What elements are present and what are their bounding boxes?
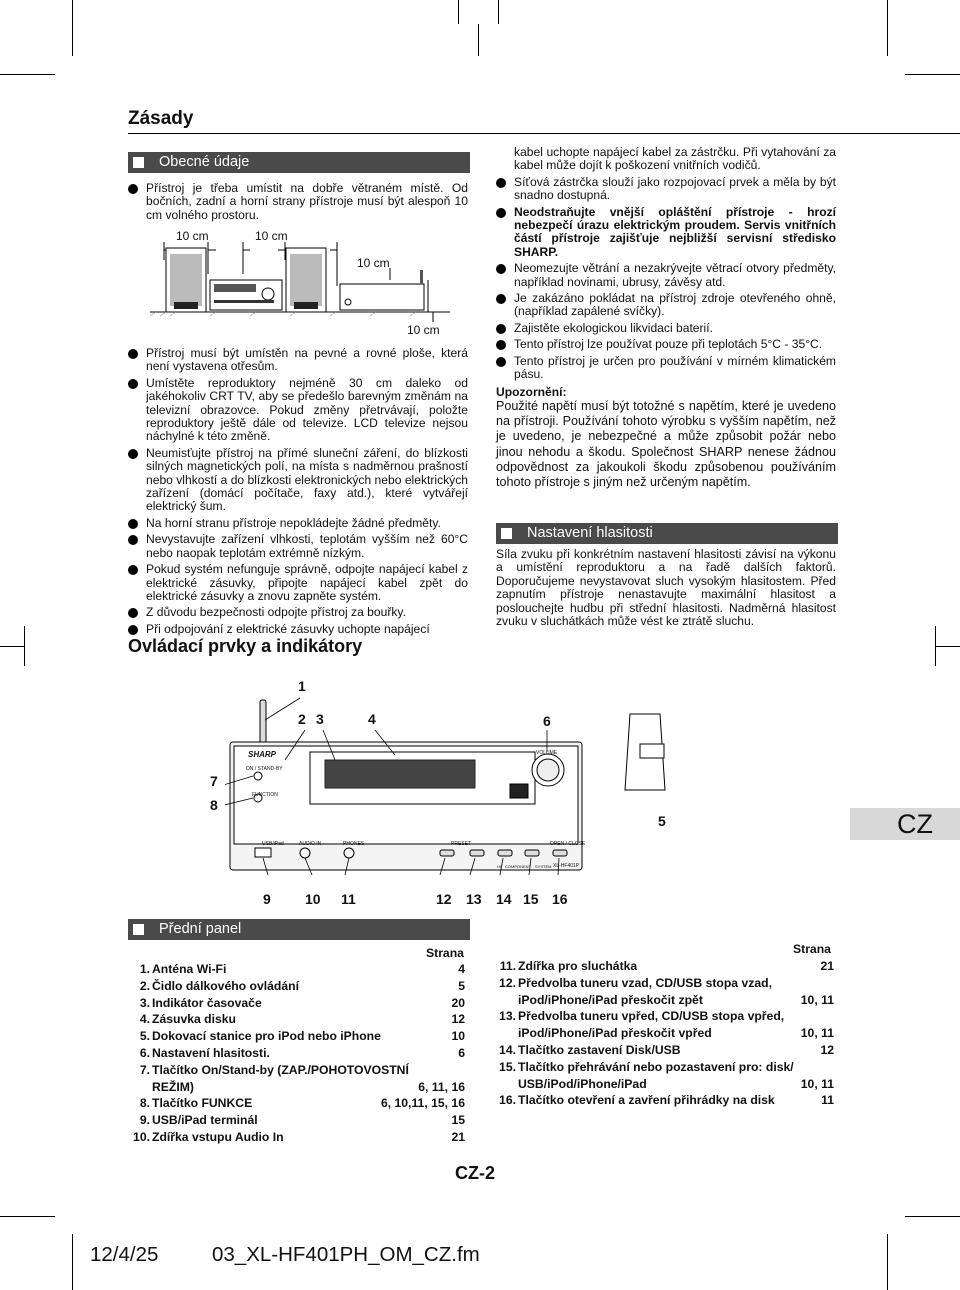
label-preset: PRESET — [451, 841, 472, 847]
list-item — [496, 975, 834, 992]
page-number: CZ-2 — [455, 1163, 495, 1183]
label-function: FUNCTION — [252, 792, 278, 798]
general-bullets-a — [128, 182, 468, 225]
callout-9: 9 — [263, 891, 271, 907]
item-label: USB/iPad terminál — [152, 1113, 258, 1128]
list-item — [130, 1062, 465, 1079]
label-volume: VOLUME — [536, 750, 558, 756]
warning-title: Upozornění: — [496, 384, 567, 399]
title-rule — [128, 133, 960, 134]
item-page: 21 — [820, 959, 834, 973]
item-page: 10, 11 — [800, 1076, 834, 1091]
list-item — [496, 958, 834, 975]
label-system: SYSTEM — [535, 864, 552, 869]
callout-6: 6 — [543, 713, 551, 729]
item-label: REŽIM) — [152, 1079, 194, 1094]
list-item — [130, 1079, 465, 1096]
label-usb: USB/iPad — [262, 841, 284, 847]
callout-7: 7 — [210, 773, 218, 789]
crop-mark — [478, 24, 479, 56]
item-label: Anténa Wi-Fi — [152, 962, 227, 976]
callout-10: 10 — [305, 891, 321, 907]
item-label: Tlačítko On/Stand-by (ZAP./POHOTOVOSTNÍ — [152, 1062, 409, 1077]
footer-filename: 03_XL-HF401PH_OM_CZ.fm — [212, 1243, 480, 1266]
list-item — [130, 1129, 465, 1146]
bullet-item: Zajistěte ekologickou likvidaci baterií. — [496, 322, 836, 335]
item-label: Zdířka pro sluchátka — [518, 959, 638, 973]
list-item — [130, 1112, 465, 1129]
callout-4: 4 — [368, 711, 376, 727]
crop-mark — [905, 1216, 960, 1217]
clearance-label: 10 cm — [176, 229, 209, 243]
item-page: 20 — [451, 995, 465, 1010]
bullet-item: Nevystavujte zařízení vlhkosti, teplotám vyšším než 60°C nebo naopak teplotám extrémně nízkým. — [128, 533, 468, 560]
crop-mark — [905, 74, 960, 75]
crop-mark — [0, 1216, 55, 1217]
page-title: Zásady — [128, 108, 194, 129]
callout-13: 13 — [466, 891, 482, 907]
bullet-item: Pokud systém nefunguje správně, odpojte napájecí kabel z elektrické zásuvky, připojte napájecí kabel zpět do elektrické zásuvky a znovu zapněte systém. — [128, 563, 468, 603]
continued-text: kabel uchopte napájecí kabel za zástrčku. Při vytahování za kabel může dojít k poškození vnitřních vodičů. — [514, 145, 836, 173]
label-component: COMPONENT — [505, 864, 531, 869]
bullet-item: Síťová zástrčka slouží jako rozpojovací prvek a měla by být snadno dostupná. — [496, 176, 836, 203]
list-item — [496, 1076, 834, 1093]
callout-16: 16 — [552, 891, 568, 907]
item-number: 7. — [139, 1062, 150, 1077]
item-label: Nastavení hlasitosti. — [152, 1045, 270, 1060]
warning-text: Použité napětí musí být totožné s napětím, které je uvedeno na přístroji. Používání tohoto výrobku s vyšším napětím, než je uvedeno, je nebezpečné a může způsobit požár nebo jinou nehodu a škodu. Společnost SHARP nenese žádnou odpovědnost za jakoukoli škodu způsobenou používáním tohoto přístroje s jiným než určeným napětím. — [496, 398, 836, 489]
label-open-close: OPEN / CLOSE — [550, 841, 586, 847]
item-label: Indikátor časovače — [152, 995, 262, 1010]
crop-mark — [887, 1234, 888, 1290]
square-bullet-icon — [501, 528, 512, 539]
bullet-item: Tento přístroj je určen pro používání v mírném klimatickém pásu. — [496, 355, 836, 382]
front-panel-diagram — [225, 690, 675, 890]
section-heading-volume: Nastavení hlasitosti — [496, 523, 838, 544]
language-tab: CZ — [850, 808, 960, 840]
label-on-standby: ON / STAND-BY — [246, 766, 283, 772]
crop-mark — [936, 646, 960, 647]
list-item — [496, 1025, 834, 1042]
square-bullet-icon — [133, 157, 144, 168]
list-item — [496, 1092, 834, 1109]
list-item — [130, 1095, 465, 1112]
bullet-item: Při odpojování z elektrické zásuvky uchopte napájecí — [128, 623, 468, 636]
strana-label-left: Strana — [426, 946, 464, 960]
volume-text: Síla zvuku při konkrétním nastavení hlasitosti závisí na výkonu a umístění reproduktoru a na řadě dalších faktorů. Doporučujeme nevystavovat sluch vysokým hlasitostem. Před zapnutím přístroje nenastavujte maximální hlasitost a poslouchejte hudbu při střední hlasitosti. Nadměrná hlasitost zvuku v sluchátkách může vést ke ztrátě sluchu. — [496, 547, 836, 629]
bullet-item: Tento přístroj lze používat pouze při teplotách 5°C - 35°C. — [496, 338, 836, 351]
item-page: 6, 11, 16 — [418, 1079, 465, 1094]
list-item — [496, 1008, 834, 1025]
front-panel-list-left — [130, 961, 465, 1146]
item-label: iPod/iPhone/iPad přeskočit zpět — [518, 992, 703, 1007]
section-heading-front-panel: Přední panel — [128, 919, 470, 940]
item-page: 12 — [820, 1042, 834, 1057]
bullet-item: Neomezujte větrání a nezakrývejte větrací otvory předměty, například novinami, ubrusy, závěsy atd. — [496, 262, 836, 289]
strana-label-right: Strana — [793, 942, 831, 956]
callout-8: 8 — [210, 797, 218, 813]
square-bullet-icon — [133, 924, 144, 935]
crop-mark — [0, 646, 24, 647]
bullet-item: Přístroj je třeba umístit na dobře větraném místě. Od bočních, zadní a horní strany přístroje musí být alespoň 10 cm volného prostoru. — [128, 182, 468, 222]
callout-14: 14 — [496, 891, 512, 907]
crop-mark — [887, 0, 888, 56]
item-number: 16. — [499, 1093, 516, 1108]
clearance-diagram — [150, 240, 470, 330]
item-number: 1. — [139, 962, 150, 976]
crop-mark — [458, 0, 459, 24]
item-page: 4 — [458, 962, 465, 976]
callout-15: 15 — [523, 891, 539, 907]
crop-mark — [24, 626, 25, 666]
item-number: 3. — [139, 995, 150, 1010]
label-model: XL-HF401P — [553, 863, 580, 869]
bullet-item: Na horní stranu přístroje nepokládejte žádné předměty. — [128, 517, 468, 530]
list-item — [130, 1011, 465, 1028]
item-number: 4. — [139, 1012, 150, 1027]
item-number: 15. — [499, 1059, 516, 1074]
item-number: 13. — [499, 1009, 516, 1024]
bullet-item-warning: Neodstraňujte vnější opláštění přístroje - hrozí nebezpečí úrazu elektrickým proudem. Servis vnitřních částí přístroje zajišťuje nejbližší servisní středisko SHARP. — [496, 206, 836, 260]
item-page: 10, 11 — [800, 992, 834, 1007]
item-page: 15 — [451, 1113, 465, 1128]
list-item — [130, 1045, 465, 1062]
crop-mark — [72, 1234, 73, 1290]
item-page: 6, 10,11, 15, 16 — [380, 1096, 465, 1111]
label-phones: PHONES — [343, 841, 365, 847]
item-label: Zásuvka disku — [152, 1012, 236, 1027]
bullet-item: Z důvodu bezpečnosti odpojte přístroj za bouřky. — [128, 606, 468, 619]
crop-mark — [0, 74, 55, 75]
label-audio-in: AUDIO IN — [299, 841, 322, 847]
list-item — [130, 1028, 465, 1045]
item-number: 8. — [139, 1096, 150, 1111]
brand-logo: SHARP — [248, 750, 277, 759]
general-right-column — [496, 146, 836, 490]
bullet-item: Neumisťujte přístroj na přímé sluneční záření, do blízkosti silných magnetických polí, na místa s nadměrnou prašností nebo vlhkostí a do blízkosti elektronických nebo elektrických zařízení (domácí počítače, faxy atd.), které vytvářejí elektrický šum. — [128, 447, 468, 514]
item-number: 14. — [499, 1042, 516, 1057]
callout-3: 3 — [316, 711, 324, 727]
footer-date: 12/4/25 — [90, 1243, 159, 1266]
section-heading-general: Obecné údaje — [128, 152, 470, 173]
callout-11: 11 — [341, 891, 356, 907]
item-number: 5. — [139, 1029, 150, 1044]
list-item — [130, 978, 465, 995]
list-item — [496, 992, 834, 1009]
item-label: Tlačítko přehrávání nebo pozastavení pro: disk/ — [518, 1059, 794, 1074]
list-item — [130, 961, 465, 978]
general-bullets-b — [128, 347, 468, 639]
item-number: 11. — [499, 959, 516, 973]
item-label: iPod/iPhone/iPad přeskočit vpřed — [518, 1026, 712, 1041]
callout-5: 5 — [658, 813, 666, 829]
item-label: Čidlo dálkového ovládání — [152, 978, 299, 993]
item-number: 2. — [139, 978, 150, 993]
item-number: 12. — [499, 975, 516, 990]
item-page: 21 — [451, 1129, 465, 1144]
list-item — [130, 995, 465, 1012]
controls-heading: Ovládací prvky a indikátory — [128, 636, 363, 656]
list-item — [496, 1042, 834, 1059]
callout-12: 12 — [436, 891, 452, 907]
item-page: 5 — [458, 978, 465, 993]
clearance-label: 10 cm — [357, 256, 390, 270]
label-hi: HI — [497, 864, 501, 869]
front-panel-list-right — [496, 958, 834, 1109]
item-label: Tlačítko otevření a zavření přihrádky na disk — [518, 1093, 775, 1108]
volume-text-block — [496, 548, 836, 628]
clearance-label: 10 cm — [407, 323, 440, 337]
item-number: 10. — [133, 1129, 150, 1144]
item-label: Předvolba tuneru vpřed, CD/USB stopa vpřed, — [518, 1009, 785, 1024]
item-page: 11 — [821, 1093, 834, 1108]
item-label: Zdířka vstupu Audio In — [152, 1129, 284, 1144]
item-label: Předvolba tuneru vzad, CD/USB stopa vzad, — [518, 975, 772, 990]
item-page: 6 — [458, 1045, 465, 1060]
item-label: Dokovací stanice pro iPod nebo iPhone — [152, 1029, 381, 1044]
clearance-label: 10 cm — [255, 229, 288, 243]
crop-mark — [498, 0, 499, 24]
item-number: 9. — [139, 1113, 150, 1128]
crop-mark — [935, 626, 936, 666]
crop-mark — [72, 0, 73, 56]
bullet-item: Umístěte reproduktory nejméně 30 cm daleko od jakéhokoliv CRT TV, aby se předešlo barevným změnám na televizní obrazovce. Pokud změny přetrvávají, položte reproduktory ještě dále od televize. LCD televize nejsou náchylné k této změně. — [128, 377, 468, 444]
item-page: 10 — [451, 1029, 465, 1044]
item-label: Tlačítko zastavení Disk/USB — [518, 1042, 681, 1057]
bullet-item: Je zakázáno pokládat na přístroj zdroje otevřeného ohně, (například zapálené svíčky). — [496, 292, 836, 319]
list-item — [496, 1059, 834, 1076]
item-label: USB/iPod/iPhone/iPad — [518, 1076, 647, 1091]
item-page: 10, 11 — [800, 1026, 834, 1041]
bullet-item: Přístroj musí být umístěn na pevné a rovné ploše, která není vystavena otřesům. — [128, 347, 468, 374]
item-number: 6. — [139, 1045, 150, 1060]
item-page: 12 — [451, 1012, 465, 1027]
item-label: Tlačítko FUNKCE — [152, 1096, 253, 1111]
callout-1: 1 — [298, 678, 306, 694]
callout-2: 2 — [298, 711, 306, 727]
